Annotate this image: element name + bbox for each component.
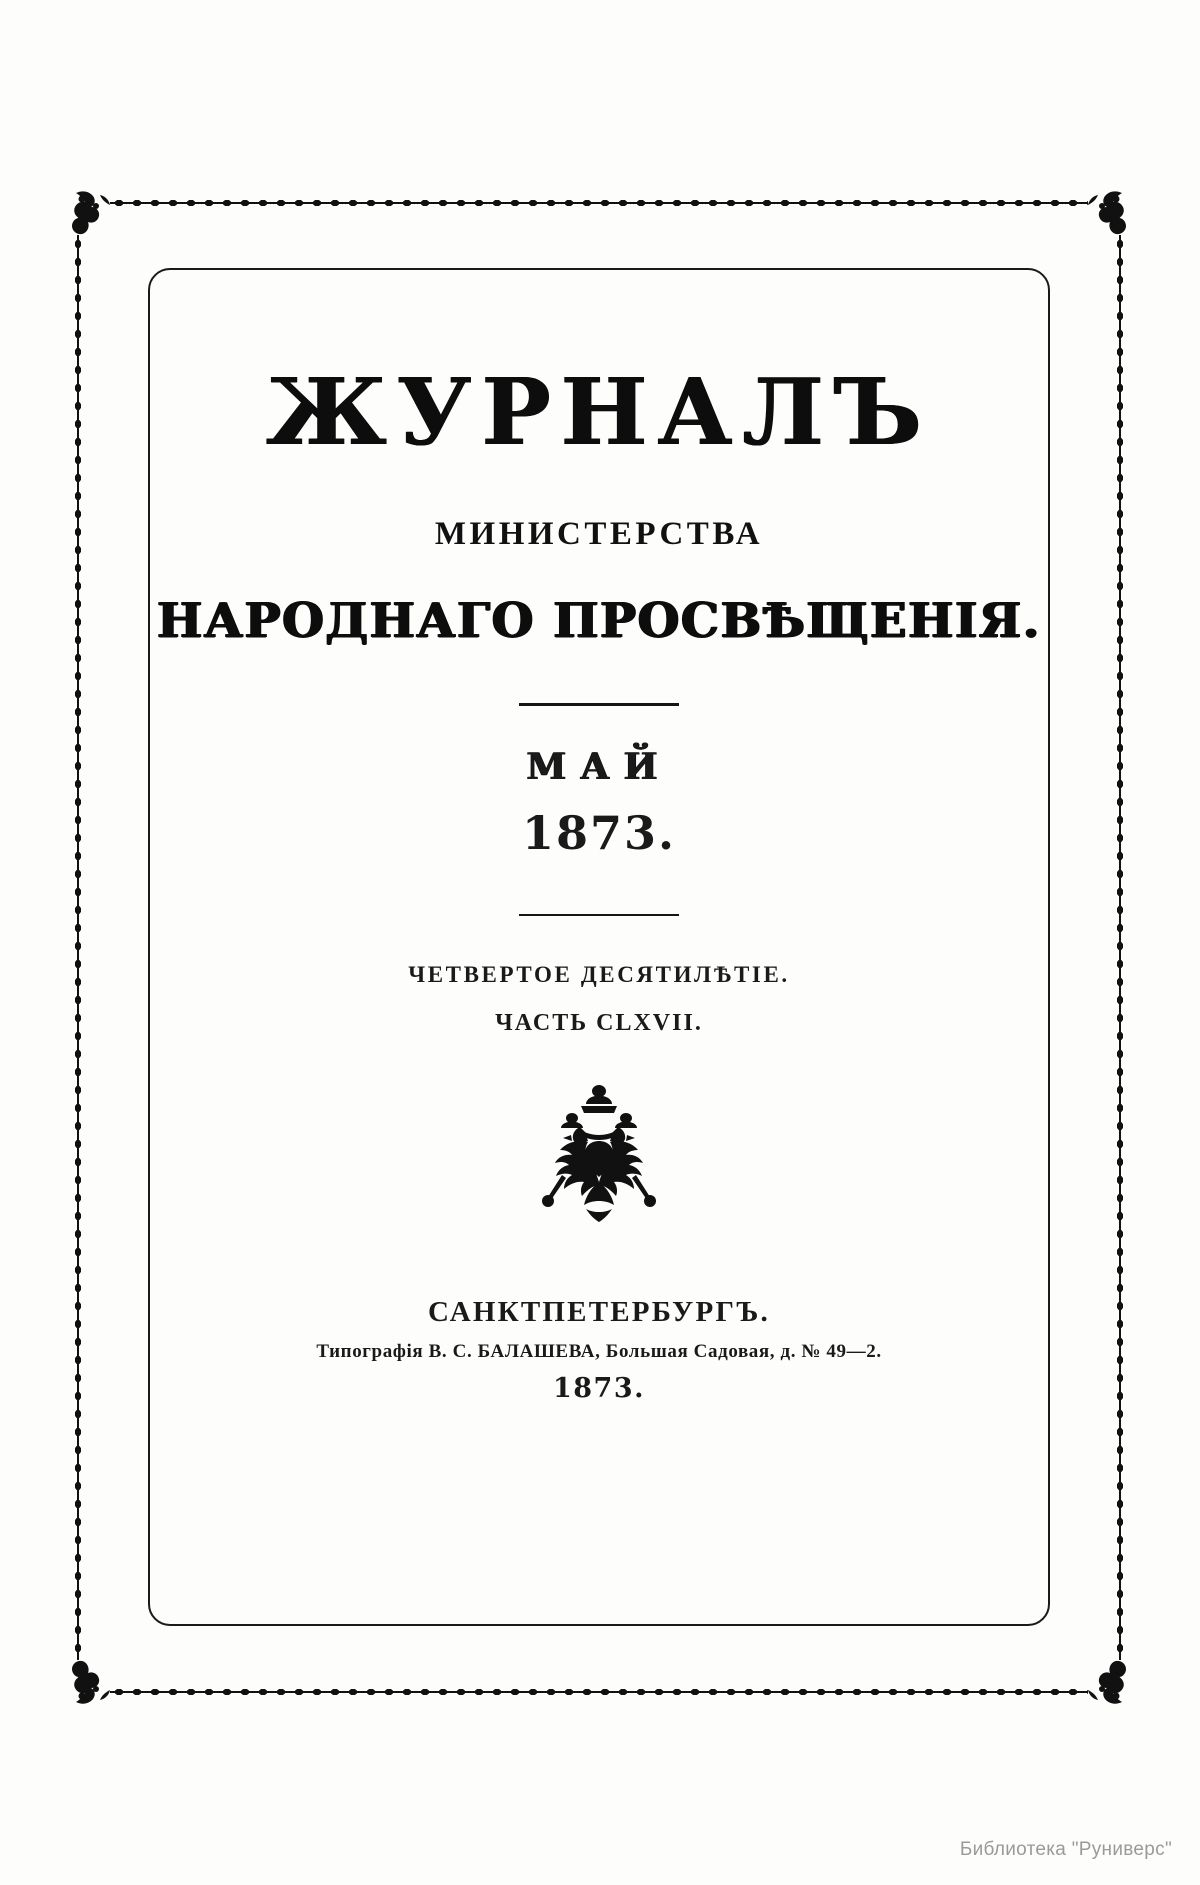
- printer-imprint: Типографія В. С. БАЛАШЕВА, Большая Садовая, д. № 49—2.: [316, 1341, 882, 1362]
- chain-border-top: [110, 195, 1088, 211]
- divider-rule-upper: [519, 703, 679, 706]
- corner-ornament-icon: [1074, 187, 1128, 241]
- title-page-content: [148, 268, 1050, 1626]
- publication-city: САНКТПЕТЕРБУРГЪ.: [428, 1296, 770, 1328]
- issue-year: 1873.: [521, 805, 677, 860]
- chain-border-bottom: [110, 1684, 1088, 1700]
- corner-ornament-icon: [70, 1654, 124, 1708]
- journal-title: ЖУРНАЛЪ: [266, 358, 932, 466]
- decade-line: ЧЕТВЕРТОЕ ДЕСЯТИЛѢТІЕ.: [408, 962, 790, 987]
- part-number: ЧАСТЬ CLXVII.: [495, 1010, 703, 1036]
- divider-rule-lower: [519, 914, 679, 917]
- issue-month: МАЙ: [526, 745, 672, 788]
- library-watermark: Библиотека "Руниверс": [959, 1839, 1172, 1860]
- corner-ornament-icon: [1074, 1654, 1128, 1708]
- chain-border-right: [1112, 235, 1128, 1660]
- ministry-line: МИНИСТЕРСТВА: [434, 516, 764, 552]
- chain-border-left: [70, 235, 86, 1660]
- education-line: НАРОДНАГО ПРОСВѢЩЕНІЯ.: [157, 593, 1041, 649]
- imprint-year: 1873.: [552, 1373, 646, 1404]
- imperial-eagle-icon: [524, 1079, 674, 1244]
- corner-ornament-icon: [70, 187, 124, 241]
